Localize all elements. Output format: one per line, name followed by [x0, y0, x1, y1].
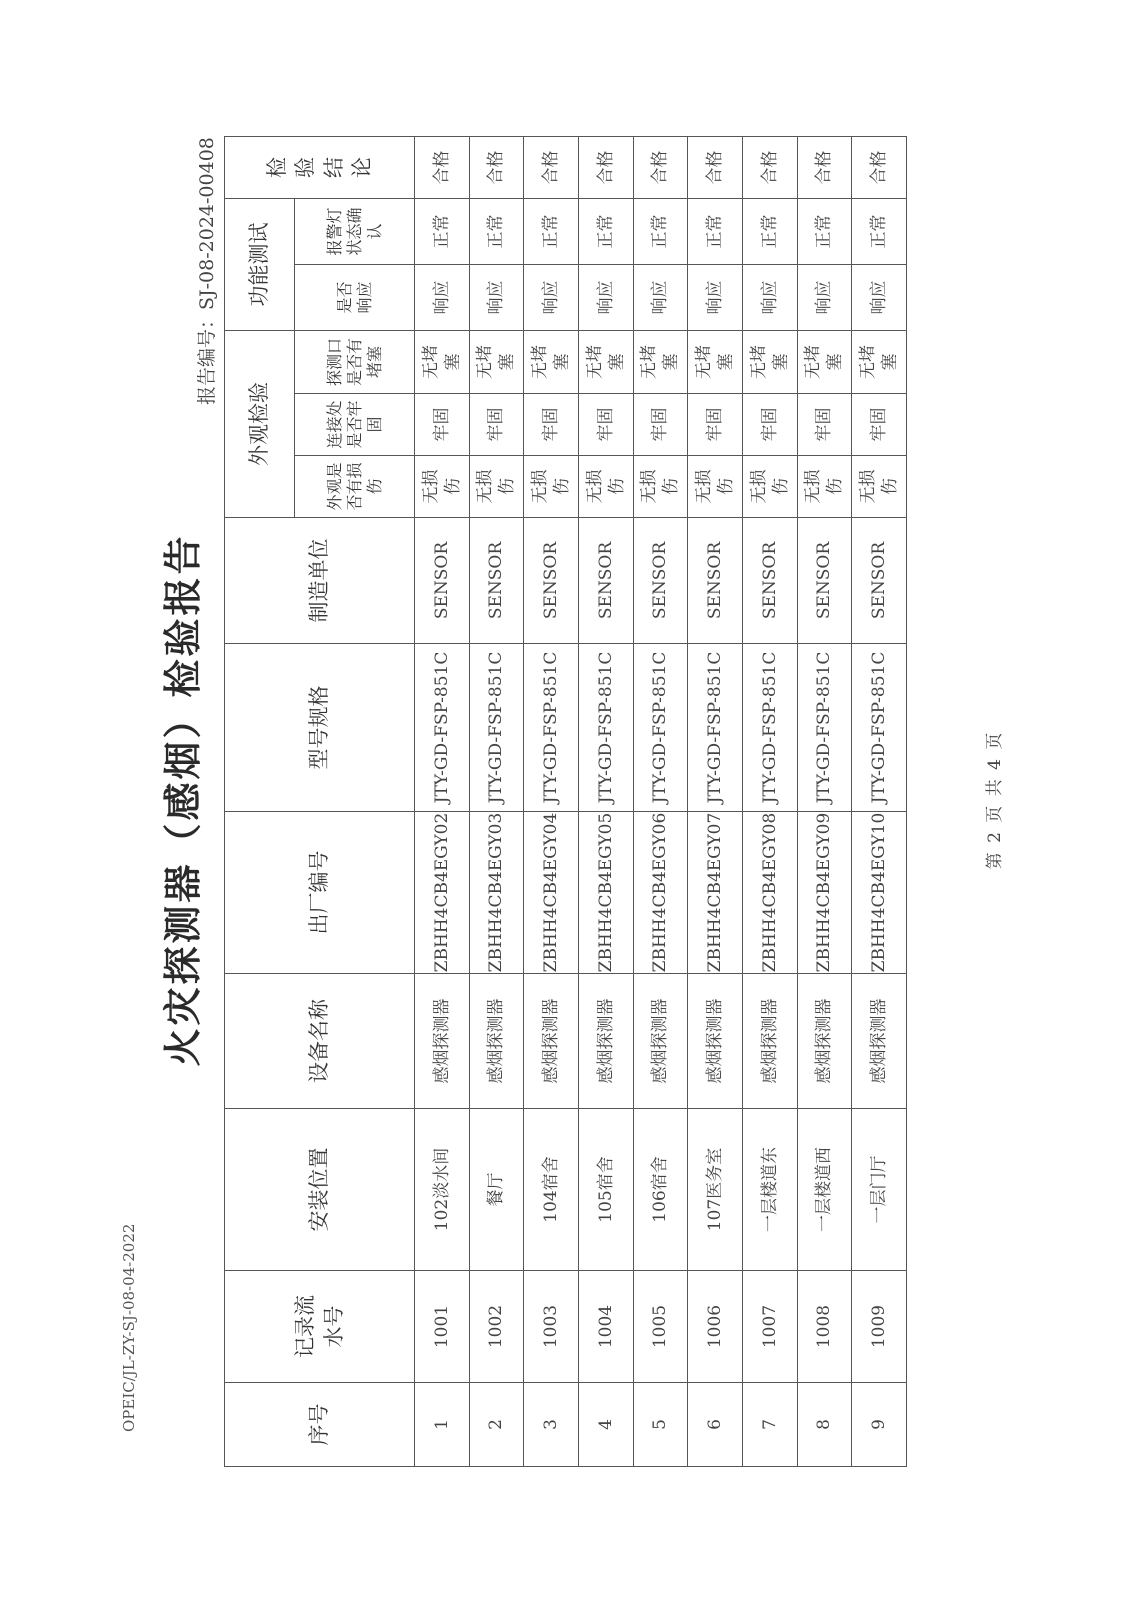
serial-cell: ZBHH4CB4EGY07: [688, 812, 743, 974]
table-row: [742, 136, 797, 1466]
device-name-cell: 感烟探测器: [633, 974, 688, 1109]
model-cell: JTY-GD-FSP-851C: [742, 644, 797, 812]
seq-cell: 5: [633, 1383, 688, 1467]
header-model: 型号规格: [225, 644, 415, 812]
conclusion-cell: 合格: [852, 136, 907, 198]
header-app-blocked: 探测口是否有堵塞: [295, 330, 415, 393]
record-no-cell: 1006: [688, 1271, 743, 1383]
header-device-name: 设备名称: [225, 974, 415, 1109]
light-cell: 正常: [415, 198, 470, 264]
fixed-cell: 牢固: [469, 394, 524, 456]
record-no-cell: 1009: [852, 1271, 907, 1383]
maker-cell: SENSOR: [469, 518, 524, 644]
model-cell: JTY-GD-FSP-851C: [688, 644, 743, 812]
seq-cell: 9: [852, 1383, 907, 1467]
damage-cell: 无损伤: [633, 456, 688, 518]
header-serial: 出厂编号: [225, 812, 415, 974]
damage-cell: 无损伤: [852, 456, 907, 518]
conclusion-cell: 合格: [797, 136, 852, 198]
model-cell: JTY-GD-FSP-851C: [578, 644, 633, 812]
response-cell: 响应: [852, 264, 907, 330]
response-cell: 响应: [578, 264, 633, 330]
device-name-cell: 感烟探测器: [688, 974, 743, 1109]
blocked-cell: 无堵塞: [469, 330, 524, 393]
header-record-no: 记录流水号: [225, 1271, 415, 1383]
header-conclusion: 检验结论: [225, 136, 415, 198]
light-cell: 正常: [469, 198, 524, 264]
damage-cell: 无损伤: [578, 456, 633, 518]
damage-cell: 无损伤: [797, 456, 852, 518]
blocked-cell: 无堵塞: [852, 330, 907, 393]
model-cell: JTY-GD-FSP-851C: [524, 644, 579, 812]
damage-cell: 无损伤: [524, 456, 579, 518]
response-cell: 响应: [524, 264, 579, 330]
damage-cell: 无损伤: [415, 456, 470, 518]
maker-cell: SENSOR: [633, 518, 688, 644]
location-cell: 106宿舍: [633, 1109, 688, 1271]
header-seq: 序号: [225, 1383, 415, 1467]
page-number: 第 2 页 共 4 页: [985, 730, 1005, 870]
conclusion-cell: 合格: [742, 136, 797, 198]
response-cell: 响应: [797, 264, 852, 330]
conclusion-cell: 合格: [633, 136, 688, 198]
light-cell: 正常: [797, 198, 852, 264]
seq-cell: 2: [469, 1383, 524, 1467]
location-cell: 一层楼道东: [742, 1109, 797, 1271]
maker-cell: SENSOR: [742, 518, 797, 644]
light-cell: 正常: [688, 198, 743, 264]
record-no-cell: 1008: [797, 1271, 852, 1383]
fixed-cell: 牢固: [578, 394, 633, 456]
blocked-cell: 无堵塞: [578, 330, 633, 393]
record-no-cell: 1007: [742, 1271, 797, 1383]
location-cell: 105宿舍: [578, 1109, 633, 1271]
serial-cell: ZBHH4CB4EGY03: [469, 812, 524, 974]
serial-cell: ZBHH4CB4EGY09: [797, 812, 852, 974]
fixed-cell: 牢固: [524, 394, 579, 456]
maker-cell: SENSOR: [797, 518, 852, 644]
table-row: [469, 136, 524, 1466]
location-cell: 餐厅: [469, 1109, 524, 1271]
response-cell: 响应: [415, 264, 470, 330]
damage-cell: 无损伤: [742, 456, 797, 518]
light-cell: 正常: [578, 198, 633, 264]
inspection-table: [224, 136, 907, 1467]
seq-cell: 8: [797, 1383, 852, 1467]
serial-cell: ZBHH4CB4EGY06: [633, 812, 688, 974]
blocked-cell: 无堵塞: [688, 330, 743, 393]
header-fn-response: 是否响应: [295, 264, 415, 330]
damage-cell: 无损伤: [688, 456, 743, 518]
conclusion-cell: 合格: [578, 136, 633, 198]
fixed-cell: 牢固: [415, 394, 470, 456]
header-app-damage: 外观是否有损伤: [295, 456, 415, 518]
table-row: [852, 136, 907, 1466]
location-cell: 104宿舍: [524, 1109, 579, 1271]
damage-cell: 无损伤: [469, 456, 524, 518]
table-row: [578, 136, 633, 1466]
model-cell: JTY-GD-FSP-851C: [469, 644, 524, 812]
serial-cell: ZBHH4CB4EGY10: [852, 812, 907, 974]
blocked-cell: 无堵塞: [742, 330, 797, 393]
maker-cell: SENSOR: [524, 518, 579, 644]
location-cell: 一层楼道西: [797, 1109, 852, 1271]
table-row: [415, 136, 470, 1466]
model-cell: JTY-GD-FSP-851C: [415, 644, 470, 812]
model-cell: JTY-GD-FSP-851C: [633, 644, 688, 812]
location-cell: 一层门厅: [852, 1109, 907, 1271]
report-number: 报告编号：SJ-08-2024-00408: [196, 137, 218, 405]
light-cell: 正常: [742, 198, 797, 264]
table-row: [688, 136, 743, 1466]
model-cell: JTY-GD-FSP-851C: [852, 644, 907, 812]
fixed-cell: 牢固: [742, 394, 797, 456]
header-maker: 制造单位: [225, 518, 415, 644]
serial-cell: ZBHH4CB4EGY08: [742, 812, 797, 974]
serial-cell: ZBHH4CB4EGY04: [524, 812, 579, 974]
device-name-cell: 感烟探测器: [742, 974, 797, 1109]
device-name-cell: 感烟探测器: [415, 974, 470, 1109]
record-no-cell: 1004: [578, 1271, 633, 1383]
record-no-cell: 1005: [633, 1271, 688, 1383]
conclusion-cell: 合格: [469, 136, 524, 198]
response-cell: 响应: [633, 264, 688, 330]
blocked-cell: 无堵塞: [633, 330, 688, 393]
seq-cell: 1: [415, 1383, 470, 1467]
header-fn-light: 报警灯状态确认: [295, 198, 415, 264]
blocked-cell: 无堵塞: [524, 330, 579, 393]
location-cell: 102淡水间: [415, 1109, 470, 1271]
table-row: [524, 136, 579, 1466]
maker-cell: SENSOR: [688, 518, 743, 644]
seq-cell: 6: [688, 1383, 743, 1467]
fixed-cell: 牢固: [688, 394, 743, 456]
device-name-cell: 感烟探测器: [524, 974, 579, 1109]
table-row: [633, 136, 688, 1466]
response-cell: 响应: [742, 264, 797, 330]
header-app-fixed: 连接处是否牢固: [295, 394, 415, 456]
device-name-cell: 感烟探测器: [852, 974, 907, 1109]
report-title: 火灾探测器（感烟）检验报告: [160, 533, 205, 1067]
header-appearance: 外观检验: [225, 330, 295, 517]
fixed-cell: 牢固: [797, 394, 852, 456]
record-no-cell: 1002: [469, 1271, 524, 1383]
table-row: [797, 136, 852, 1466]
device-name-cell: 感烟探测器: [797, 974, 852, 1109]
device-name-cell: 感烟探测器: [469, 974, 524, 1109]
conclusion-cell: 合格: [415, 136, 470, 198]
location-cell: 107医务室: [688, 1109, 743, 1271]
device-name-cell: 感烟探测器: [578, 974, 633, 1109]
model-cell: JTY-GD-FSP-851C: [797, 644, 852, 812]
header-row-top: [225, 136, 295, 1466]
light-cell: 正常: [633, 198, 688, 264]
seq-cell: 4: [578, 1383, 633, 1467]
serial-cell: ZBHH4CB4EGY02: [415, 812, 470, 974]
response-cell: 响应: [469, 264, 524, 330]
seq-cell: 3: [524, 1383, 579, 1467]
response-cell: 响应: [688, 264, 743, 330]
conclusion-cell: 合格: [688, 136, 743, 198]
fixed-cell: 牢固: [852, 394, 907, 456]
record-no-cell: 1003: [524, 1271, 579, 1383]
header-function: 功能测试: [225, 198, 295, 330]
record-no-cell: 1001: [415, 1271, 470, 1383]
serial-cell: ZBHH4CB4EGY05: [578, 812, 633, 974]
maker-cell: SENSOR: [852, 518, 907, 644]
blocked-cell: 无堵塞: [797, 330, 852, 393]
fixed-cell: 牢固: [633, 394, 688, 456]
maker-cell: SENSOR: [578, 518, 633, 644]
seq-cell: 7: [742, 1383, 797, 1467]
blocked-cell: 无堵塞: [415, 330, 470, 393]
form-code: OPEIC/JL-ZY-SJ-08-04-2022: [120, 1223, 138, 1432]
maker-cell: SENSOR: [415, 518, 470, 644]
light-cell: 正常: [852, 198, 907, 264]
light-cell: 正常: [524, 198, 579, 264]
header-location: 安装位置: [225, 1109, 415, 1271]
conclusion-cell: 合格: [524, 136, 579, 198]
